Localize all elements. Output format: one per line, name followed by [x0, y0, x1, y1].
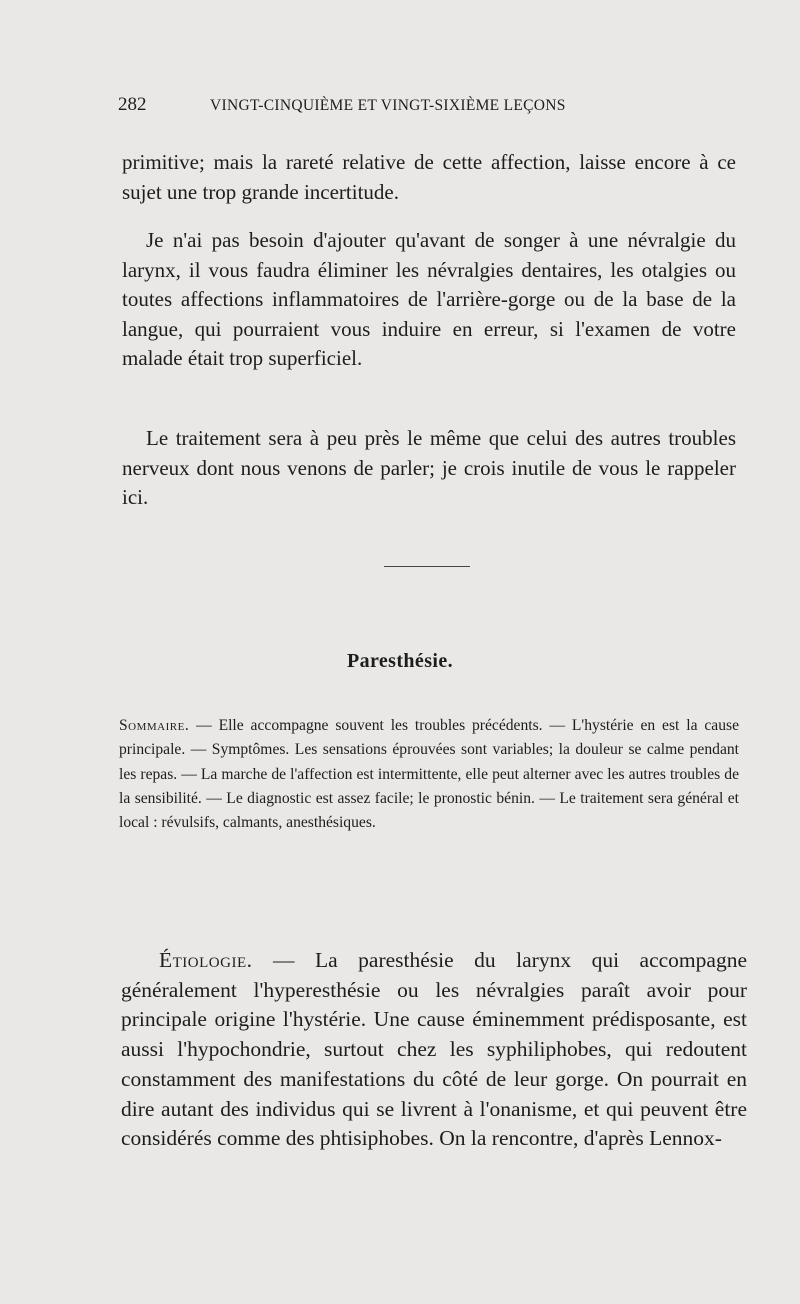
paragraph-treatment: Le traitement sera à peu près le même que celui des autres troubles nerveux dont nous venons de parler; je crois inutile de vous le rappeler ici.: [122, 426, 736, 509]
section-title: Paresthésie.: [346, 650, 454, 672]
running-header: [118, 94, 728, 118]
paragraph-neuralgia-differential: Je n'ai pas besoin d'ajouter qu'avant de songer à une névralgie du larynx, il vous faudra éliminer les névralgies dentaires, les otalgies ou toutes affections inflammatoires de l'arrière-gorge ou de la base de la langue, qui pourraient vous induire en erreur, si l'examen de votre malade était trop superficiel.: [122, 228, 736, 370]
page-number: 282: [118, 94, 147, 115]
summary-text: — Elle accompagne souvent les troubles précédents. — L'hystérie en est la cause principale. — Symptômes. Les sensations éprouvées sont variables; la douleur se calme pendant les repas. — La marche de l'affection est intermittente, elle peut alterner avec les autres troubles de la sensibilité. — Le diagnostic est assez facile; le pronostic bénin. — Le traitement sera général et local : révulsifs, calmants, anesthésiques.: [119, 717, 739, 832]
etiology-paragraph: [121, 946, 747, 1154]
etiology-text: — La paresthésie du larynx qui accompagne généralement l'hyperesthésie ou les névralgies paraît avoir pour principale origine l'hystérie. Une cause éminemment prédisposante, est aussi l'hypochondrie, surtout chez les syphiliphobes, qui redoutent constamment des manifestations du côté de leur gorge. On pourrait en dire autant des individus qui se livrent à l'onanisme, et qui peuvent être considérés comme des phtisiphobes. On la rencontre, d'après Lennox-: [121, 948, 747, 1151]
summary-block: [119, 714, 739, 835]
running-title: VINGT-CINQUIÈME ET VINGT-SIXIÈME LEÇONS: [210, 97, 566, 114]
etiology-label: Étiologie.: [159, 948, 253, 972]
paragraph-continuation: primitive; mais la rareté relative de cette affection, laisse encore à ce sujet une trop grande incertitude.: [122, 150, 736, 204]
summary-label: Sommaire.: [119, 717, 190, 734]
section-divider: [384, 566, 470, 567]
